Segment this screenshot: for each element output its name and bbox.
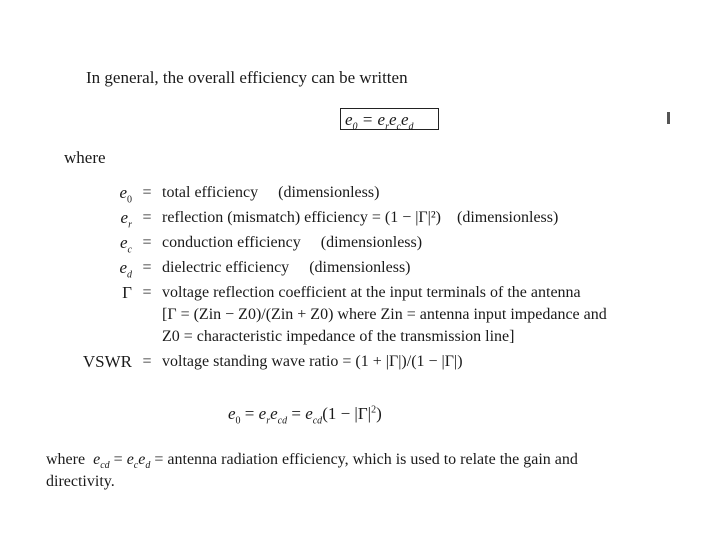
definition-unit: (dimensionless): [278, 184, 380, 201]
where-label: where: [64, 148, 106, 167]
second-equation: $e_0 = e_re_{cd} = e_{cd}(1 - |\Gamma|^2)$: [228, 404, 382, 427]
definition-text: voltage reflection coefficient at the input terminals of the antenna: [162, 284, 581, 301]
definition-row: = voltage standing wave ratio = (1 + |Γ|)/(1 − |Γ|): [142, 353, 463, 370]
definition-formula: (1 − |Γ|²): [384, 209, 441, 226]
definition-line3: Z0 = characteristic impedance of the transmission line]: [162, 328, 515, 345]
symbol-gamma: Γ: [122, 283, 132, 302]
definition-text: total efficiency: [162, 184, 259, 201]
definition-line2: [Γ = (Zin − Z0)/(Zin + Z0) where Zin = antenna input impedance and: [162, 306, 607, 323]
definition-row: = reflection (mismatch) efficiency = (1 − |Γ|²) (dimensionless): [142, 209, 559, 226]
definition-unit: (dimensionless): [309, 259, 411, 276]
definition-text: voltage standing wave ratio: [162, 353, 339, 370]
closing-line1: where $e_{cd} = e_ce_d$ = antenna radiation efficiency, which is used to relate the gain and: [46, 451, 578, 472]
intro-text: In general, the overall efficiency can be written: [86, 68, 408, 87]
closing-prefix: where: [46, 451, 86, 468]
definition-row: = voltage reflection coefficient at the input terminals of the antenna: [142, 284, 581, 301]
definition-row: = total efficiency (dimensionless): [142, 184, 380, 201]
boxed-equation: $e_0 = e_re_ce_d$: [340, 108, 439, 130]
closing-rest: antenna radiation efficiency, which is used to relate the gain and: [167, 451, 578, 468]
symbol-ed: $e_d$: [119, 258, 132, 281]
definition-formula: (1 + |Γ|)/(1 − |Γ|): [355, 353, 463, 370]
definition-unit: (dimensionless): [320, 234, 423, 251]
margin-mark: [667, 112, 670, 124]
definition-text: dielectric efficiency: [162, 259, 290, 276]
definition-text: conduction efficiency: [162, 234, 301, 251]
definition-row: = dielectric efficiency (dimensionless): [142, 259, 411, 276]
symbol-er: $e_r$: [120, 208, 132, 231]
symbol-vswr: VSWR: [82, 352, 132, 371]
symbol-ec: $e_c$: [120, 233, 132, 256]
definition-text: reflection (mismatch) efficiency: [162, 209, 368, 226]
definition-unit: (dimensionless): [457, 209, 559, 226]
closing-line2: directivity.: [46, 473, 115, 490]
definition-row: = conduction efficiency (dimensionless): [142, 234, 423, 251]
symbol-e0: $e_0$: [119, 183, 132, 206]
